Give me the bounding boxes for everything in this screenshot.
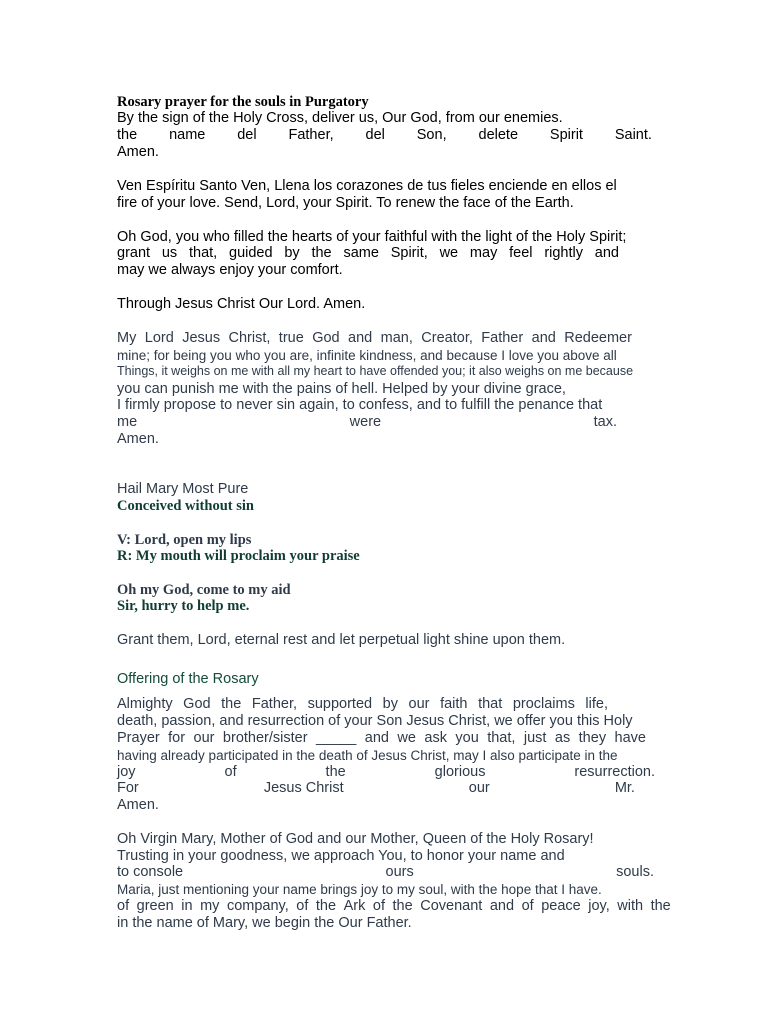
word: my	[200, 898, 220, 914]
word: by	[382, 696, 398, 712]
contrition-line-4: you can punish me with the pains of hell. Helped by your divine grace,	[117, 381, 566, 397]
word: the	[315, 898, 337, 914]
word: the	[325, 764, 346, 780]
contrition-line-7: Amen.	[117, 431, 159, 447]
oh-virgin-line-5	[117, 898, 671, 915]
word: same	[343, 245, 379, 261]
word: man,	[380, 330, 413, 346]
offering-line-5	[117, 764, 655, 781]
oh-virgin-line-1: Oh Virgin Mary, Mother of God and our Mother, Queen of the Holy Rosary!	[117, 831, 594, 847]
word: Father,	[251, 696, 298, 712]
oh-virgin-line-4: Maria, just mentioning your name brings joy to my soul, with the hope that I have.	[117, 882, 602, 897]
word: to console	[117, 864, 184, 880]
word: brother/sister	[222, 730, 308, 746]
word: our	[193, 730, 215, 746]
oh-god-line-3: may we always enjoy your comfort.	[117, 262, 343, 278]
sign-of-cross-line-1: By the sign of the Holy Cross, deliver us, Our God, from our enemies.	[117, 110, 563, 126]
oh-god-line-1: Oh God, you who filled the hearts of your faithful with the light of the Holy Spirit;	[117, 229, 627, 245]
word: we	[439, 245, 459, 261]
contrition-line-5: I firmly propose to never sin again, to confess, and to fulfill the penance that	[117, 397, 603, 413]
versicle-1-v: V: Lord, open my lips	[117, 532, 252, 548]
word: our	[408, 696, 430, 712]
hail-mary-line-2: Conceived without sin	[117, 498, 254, 514]
word: for	[168, 730, 186, 746]
offering-line-7: Amen.	[117, 797, 159, 813]
word: of	[521, 898, 534, 914]
offering-line-4: having already participated in the death of Jesus Christ, may I also participate in the	[117, 748, 618, 763]
word: of	[224, 764, 237, 780]
word: that	[478, 696, 503, 712]
word: have	[614, 730, 646, 746]
hail-mary-line-1: Hail Mary Most Pure	[117, 481, 249, 497]
word: and	[348, 330, 373, 346]
word: peace	[541, 898, 581, 914]
word: grant	[117, 245, 151, 261]
oh-god-line-2	[117, 245, 619, 262]
word: My	[117, 330, 137, 346]
word: del	[365, 127, 385, 143]
word: Spirit	[549, 127, 583, 143]
versicle-2-v: Oh my God, come to my aid	[117, 582, 291, 598]
word: rightly	[544, 245, 583, 261]
word: as	[554, 730, 571, 746]
word: Christ,	[228, 330, 271, 346]
word: glorious	[434, 764, 486, 780]
word: God	[312, 330, 340, 346]
word: guided	[229, 245, 273, 261]
word: Mr.	[614, 780, 635, 796]
word: of	[117, 898, 130, 914]
sign-of-cross-line-3: Amen.	[117, 144, 159, 160]
word: company,	[226, 898, 289, 914]
contrition-line-2: mine; for being you who you are, infinite kindness, and because I love you above all	[117, 348, 617, 363]
word: green	[136, 898, 174, 914]
word: Jesus Christ	[263, 780, 344, 796]
word: us	[161, 245, 178, 261]
word: and	[489, 898, 515, 914]
word: Jesus	[182, 330, 221, 346]
word: and	[531, 330, 556, 346]
word: you	[455, 730, 479, 746]
contrition-line-3: Things, it weighs on me with all my heart to have offended you; it also weighs on me because	[117, 364, 634, 378]
word: tax.	[593, 414, 617, 430]
word: Father,	[288, 127, 334, 143]
ven-espiritu-line-2: fire of your love. Send, Lord, your Spirit. To renew the face of the Earth.	[117, 195, 574, 211]
word: the	[117, 127, 138, 143]
word: Spirit,	[390, 245, 428, 261]
word: ask	[424, 730, 447, 746]
versicle-1-r: R: My mouth will proclaim your praise	[117, 548, 360, 564]
word: that,	[188, 245, 218, 261]
word: souls.	[616, 864, 654, 880]
offering-line-6	[117, 780, 635, 797]
word: we	[397, 730, 416, 746]
offering-line-2: death, passion, and resurrection of your Son Jesus Christ, we offer you this Holy	[117, 713, 633, 729]
word: del	[237, 127, 257, 143]
oh-virgin-line-2: Trusting in your goodness, we approach You, to honor your name and	[117, 848, 565, 864]
word: with	[617, 898, 644, 914]
word: the	[650, 898, 671, 914]
word: joy	[117, 764, 136, 780]
word: _____	[315, 730, 357, 746]
word: delete	[478, 127, 519, 143]
through-jesus-line: Through Jesus Christ Our Lord. Amen.	[117, 296, 366, 312]
word: the	[221, 696, 242, 712]
word: in	[181, 898, 193, 914]
word: name	[169, 127, 206, 143]
word: God	[183, 696, 211, 712]
word: Redeemer	[564, 330, 632, 346]
word: faith	[440, 696, 468, 712]
word: they	[578, 730, 607, 746]
word: feel	[509, 245, 533, 261]
oh-virgin-line-3	[117, 864, 654, 881]
word: Creator,	[421, 330, 473, 346]
word: true	[278, 330, 304, 346]
word: and	[594, 245, 619, 261]
word: Almighty	[117, 696, 173, 712]
word: were	[349, 414, 382, 430]
word: me	[117, 414, 138, 430]
word: Covenant	[420, 898, 483, 914]
word: Prayer	[117, 730, 160, 746]
word: that,	[487, 730, 516, 746]
word: of	[296, 898, 309, 914]
word: For	[117, 780, 139, 796]
document-title: Rosary prayer for the souls in Purgatory	[117, 94, 369, 110]
contrition-line-6	[117, 414, 617, 431]
word: the	[392, 898, 413, 914]
oh-virgin-line-6: in the name of Mary, we begin the Our Father.	[117, 915, 412, 931]
word: ours	[385, 864, 414, 880]
word: Father	[481, 330, 524, 346]
word: life,	[585, 696, 608, 712]
word: joy,	[588, 898, 610, 914]
word: Son,	[416, 127, 447, 143]
versicle-2-r: Sir, hurry to help me.	[117, 598, 250, 614]
word: supported	[307, 696, 373, 712]
word: resurrection.	[574, 764, 655, 780]
word: our	[468, 780, 490, 796]
offering-line-3	[117, 730, 646, 747]
word: the	[311, 245, 332, 261]
ven-espiritu-line-1: Ven Espíritu Santo Ven, Llena los corazones de tus fieles enciende en ellos el	[117, 178, 617, 194]
offering-heading: Offering of the Rosary	[117, 671, 259, 687]
word: Saint.	[614, 127, 652, 143]
sign-of-cross-line-2	[117, 127, 652, 144]
word: Ark	[343, 898, 366, 914]
eternal-rest-line: Grant them, Lord, eternal rest and let perpetual light shine upon them.	[117, 632, 566, 648]
word: by	[284, 245, 300, 261]
offering-line-1	[117, 696, 608, 713]
word: may	[469, 245, 498, 261]
word: proclaims	[512, 696, 575, 712]
word: Lord	[144, 330, 174, 346]
word: of	[372, 898, 385, 914]
word: just	[523, 730, 547, 746]
word: and	[364, 730, 389, 746]
contrition-line-1	[117, 330, 632, 347]
